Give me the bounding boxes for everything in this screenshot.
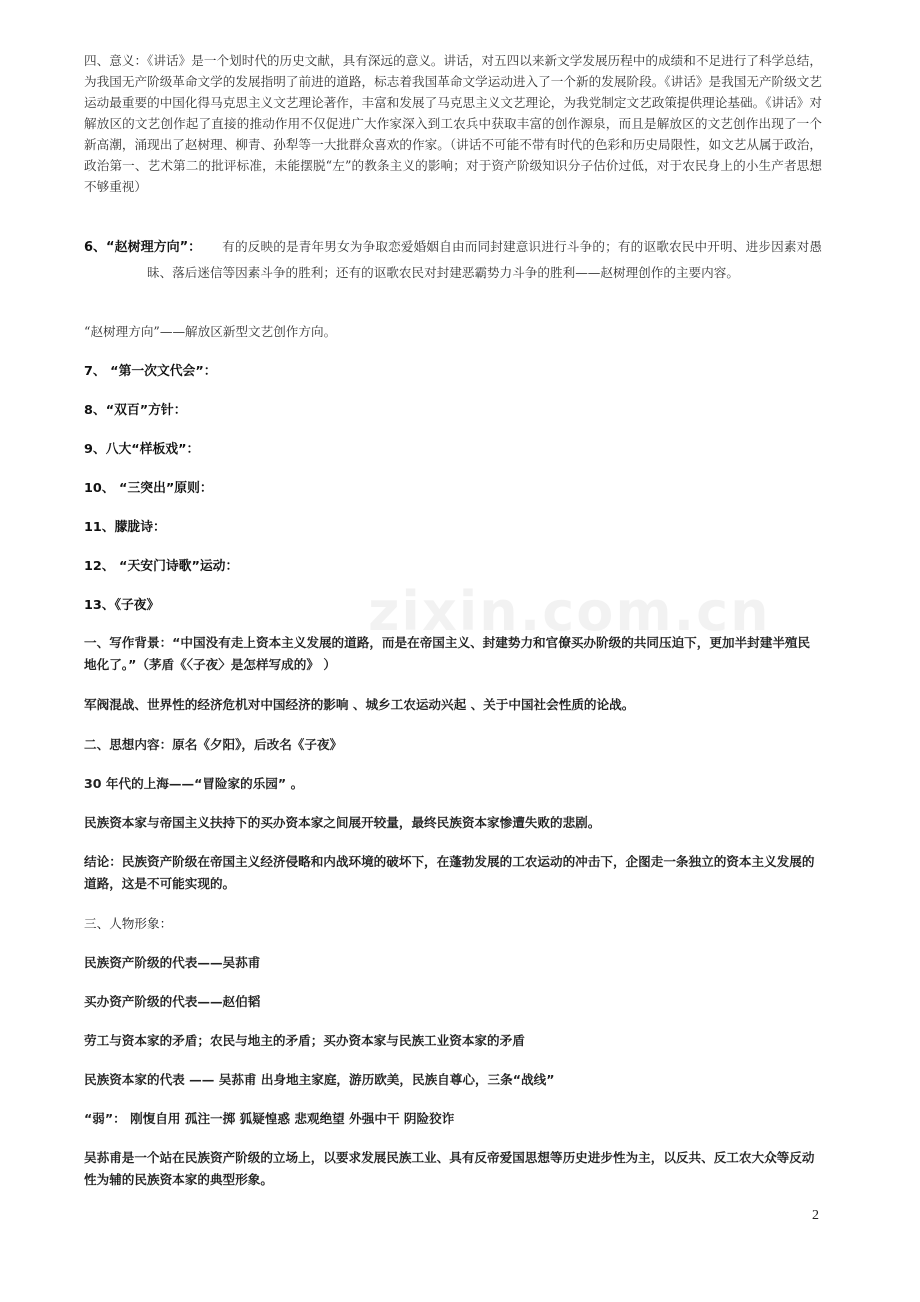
item6-summary: “赵树理方向”——解放区新型文艺创作方向。 (84, 324, 337, 339)
character-contradictions: 劳工与资本家的矛盾；农民与地主的矛盾；买办资本家与民族工业资本家的矛盾 (84, 1033, 525, 1048)
theme-conclusion: 结论：民族资产阶级在帝国主义经济侵略和内战环境的破坏下，在蓬勃发展的工农运动的冲击下，企图走一条独立的资本主义发展的道路，这是不可能实现的。 (84, 854, 815, 891)
item8-heading: 8、“双百”方针： (84, 403, 187, 418)
item11-heading: 11、朦胧诗： (84, 520, 166, 535)
page-number: 2 (812, 1208, 819, 1223)
item10-heading: 10、 “三突出”原则： (84, 481, 213, 496)
character-national-bourgeoisie: 民族资产阶级的代表——吴荪甫 (84, 955, 261, 970)
theme-conflict: 民族资本家与帝国主义扶持下的买办资本家之间展开较量，最终民族资本家惨遭失败的悲剧。 (84, 815, 601, 830)
theme-heading: 二、思想内容：原名《夕阳》，后改名《子夜》 (84, 737, 343, 752)
background-paragraph: 一、写作背景：“中国没有走上资本主义发展的道路，而是在帝国主义、封建势力和官僚买办阶级的共同压迫下，更加半封建半殖民地化了。”（茅盾《〈子夜〉是怎样写成的》 ） (84, 635, 811, 672)
item6-body (84, 234, 822, 286)
character-weakness: “弱”： 刚愎自用 孤注一掷 狐疑惶惑 悲观绝望 外强中干 阴险狡诈 (84, 1111, 455, 1126)
character-wu-sunfu: 民族资本家的代表 —— 吴荪甫 出身地主家庭，游历欧美，民族自尊心，三条“战线” (84, 1072, 555, 1087)
watermark-logo: zixin.com.cn (368, 580, 771, 643)
character-summary: 吴荪甫是一个站在民族资产阶级的立场上，以要求发展民族工业、具有反帝爱国思想等历史进步性为主，以反共、反工农大众等反动性为辅的民族资本家的典型形象。 (84, 1150, 815, 1187)
background-detail: 军阀混战、世界性的经济危机对中国经济的影响 、城乡工农运动兴起 、关于中国社会性质的论战。 (84, 697, 635, 712)
item13-heading: 13、《子夜》 (84, 598, 160, 613)
item9-heading: 9、八大“样板戏”： (84, 442, 200, 457)
significance-paragraph: 四、意义：《讲话》是一个划时代的历史文献，具有深远的意义。讲话，对五四以来新文学发展历程中的成绩和不足进行了科学总结，为我国无产阶级革命文学的发展指明了前进的道路，标志着我国革命文学运动进入了一个新的发展阶段。《讲话》是我国无产阶级文艺运动最重要的中国化得马克思主义文艺理论著作，丰富和发展了马克思主义文艺理论，为我党制定文艺政策提供理论基础。《讲话》对解放区的文艺创作起了直接的推动作用不仅促进广大作家深入到工农兵中获取丰富的创作源泉，而且是解放区的文艺创作出现了一个新高潮，涌现出了赵树理、柳青、孙犁等一大批群众喜欢的作家。（讲话不可能不带有时代的色彩和历史局限性，如文艺从属于政治，政治第一、艺术第二的批评标准，未能摆脱“左”的教条主义的影响；对于资产阶级知识分子估价过低，对于农民身上的小生产者思想不够重视） (84, 53, 822, 194)
item6-body-text: 有的反映的是青年男女为争取恋爱婚姻自由而同封建意识进行斗争的；有的讴歌农民中开明、进步因素对愚昧、落后迷信等因素斗争的胜利；还有的讴歌农民对封建恶霸势力斗争的胜利——赵树理创作的主要内容。 (147, 239, 822, 280)
theme-shanghai: 30 年代的上海——“冒险家的乐园” 。 (84, 776, 304, 791)
item6-heading: 6、“赵树理方向”： (84, 240, 202, 255)
item7-heading: 7、 “第一次文代会”： (84, 364, 217, 379)
item12-heading: 12、 “天安门诗歌”运动： (84, 559, 239, 574)
character-comprador: 买办资产阶级的代表——赵伯韬 (84, 994, 261, 1009)
character-heading: 三、人物形象： (84, 916, 173, 931)
